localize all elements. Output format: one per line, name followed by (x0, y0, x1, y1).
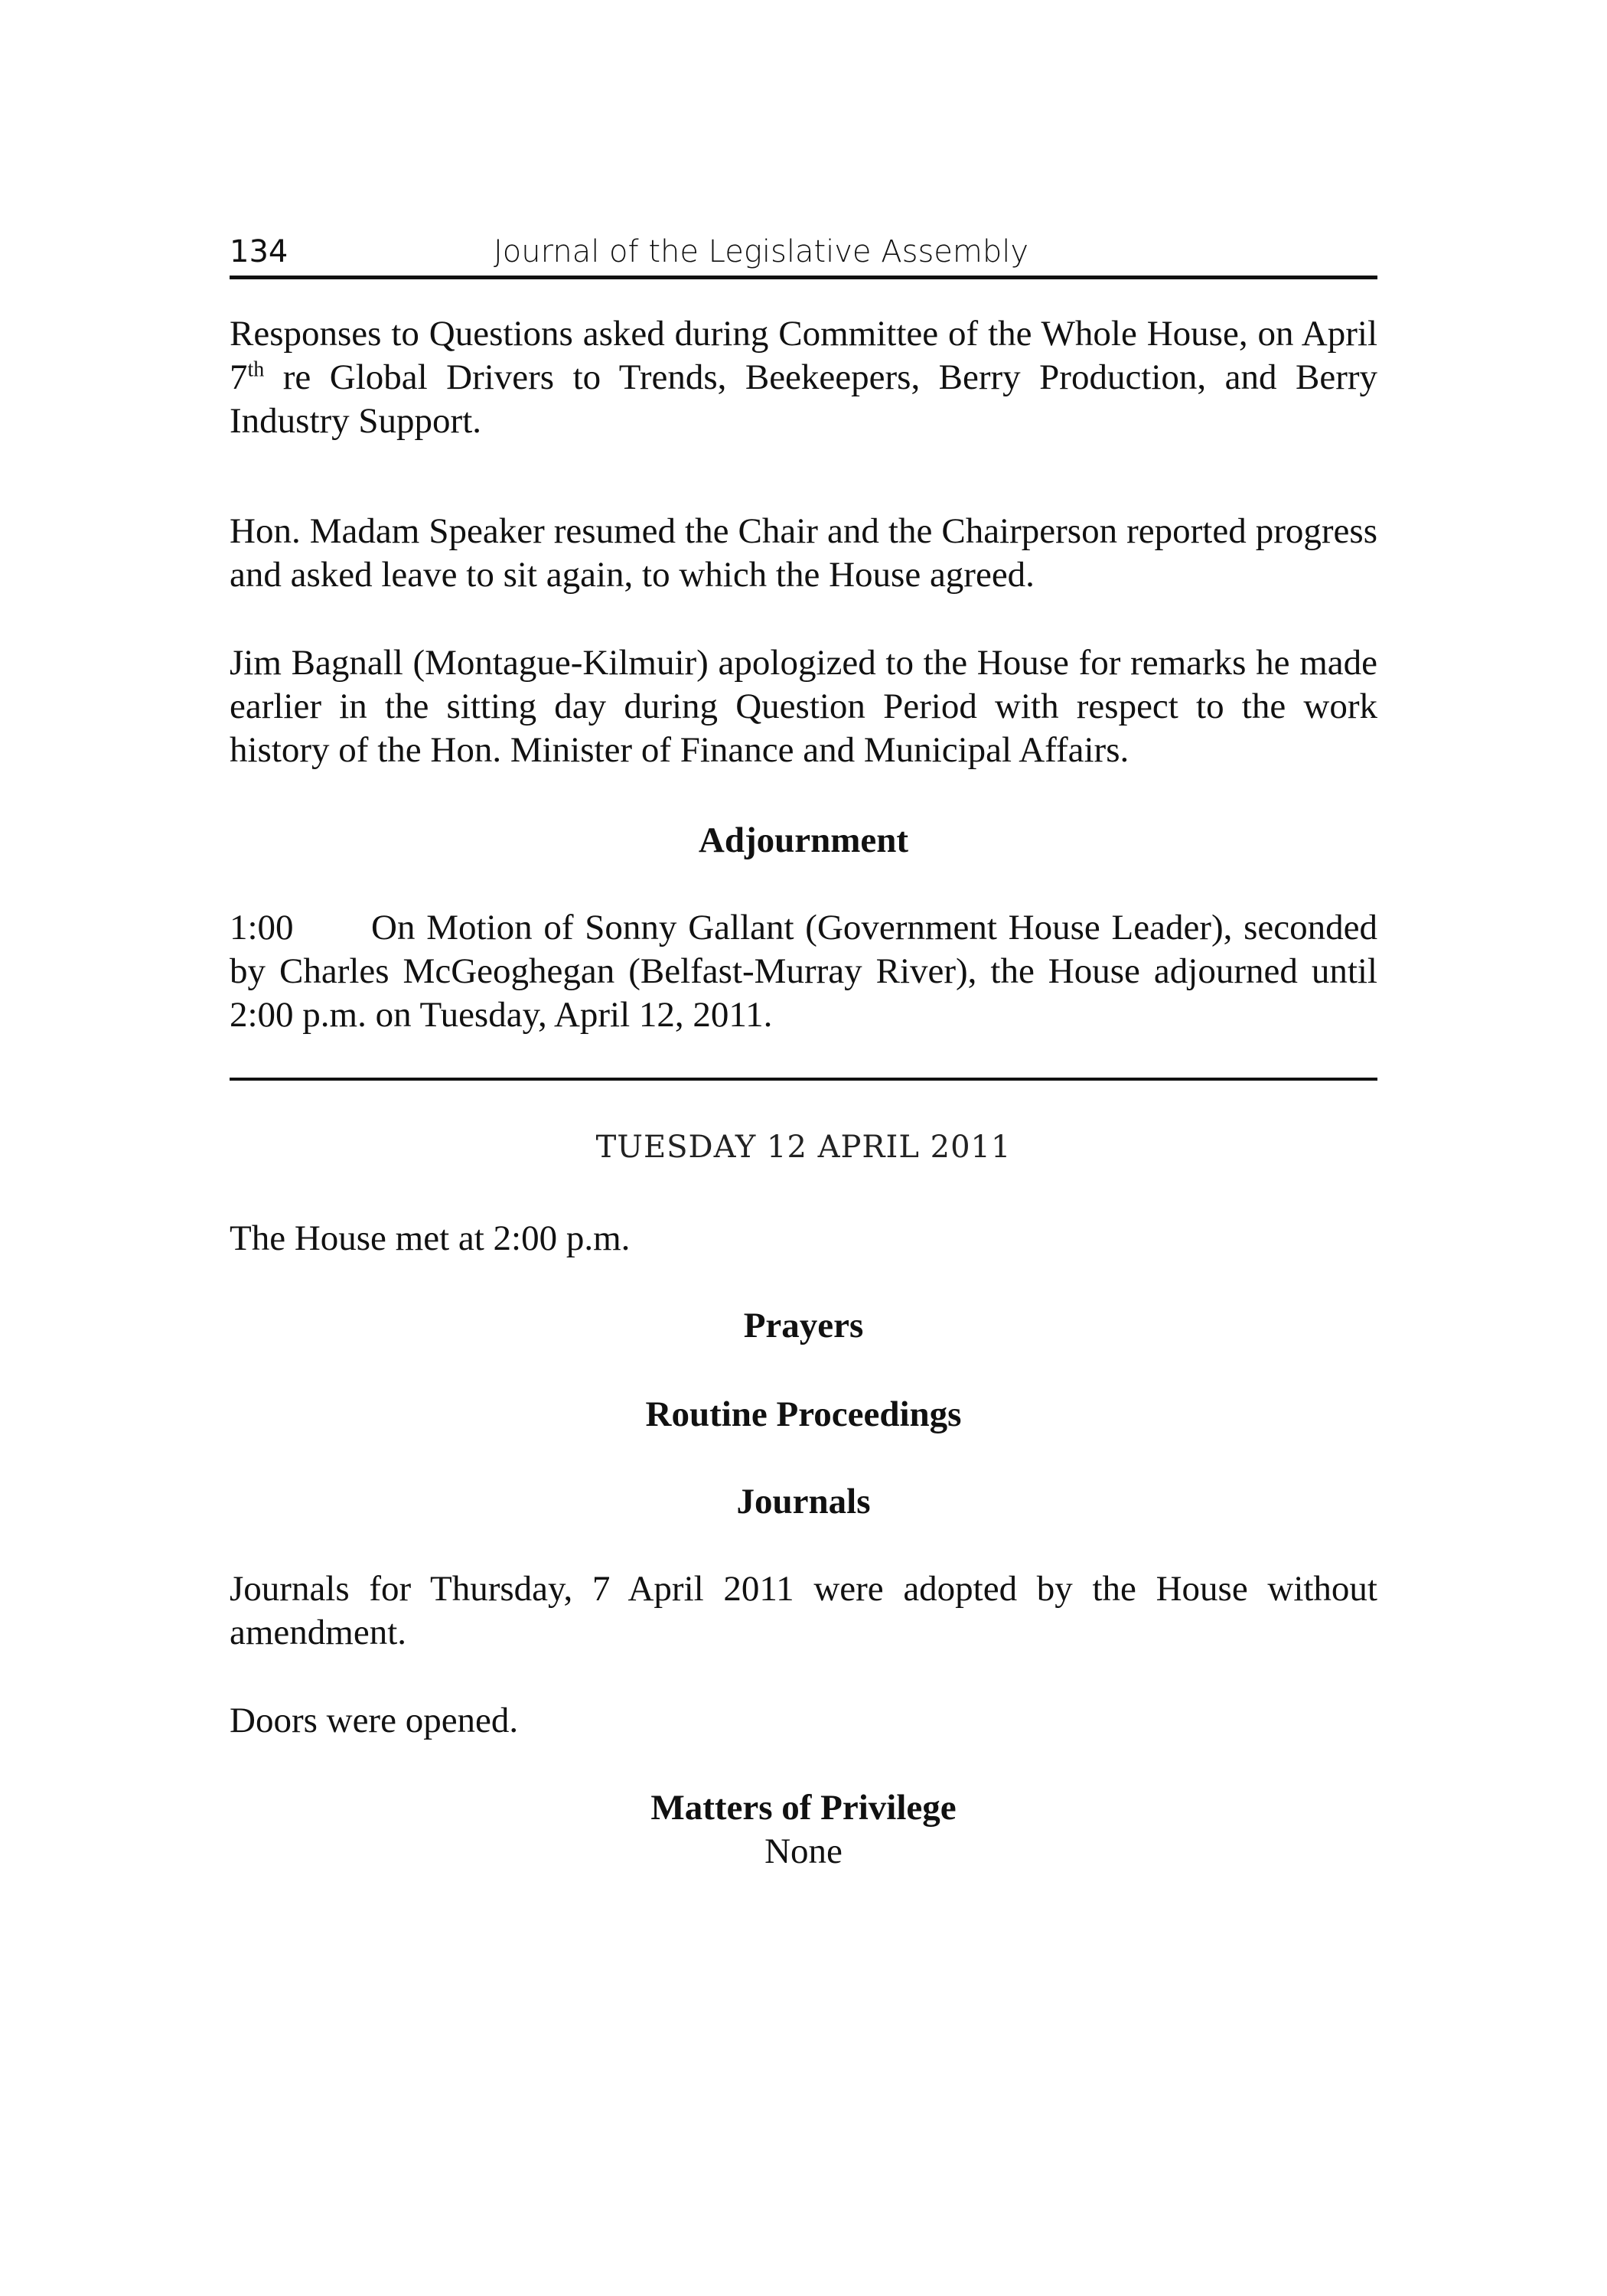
heading-routine-proceedings: Routine Proceedings (645, 1394, 962, 1434)
paragraph-responses (230, 312, 1377, 443)
paragraph-adjournment (230, 906, 1377, 1037)
running-title: Journal of the Legislative Assembly (494, 234, 1029, 269)
page-header (230, 227, 1377, 279)
section-divider (230, 1078, 1377, 1081)
paragraph-responses-text: Responses to Questions asked during Committee of the Whole House, on April 7 (230, 314, 1377, 397)
paragraph-doors: Doors were opened. (230, 1701, 519, 1740)
paragraph-apology: Jim Bagnall (Montague-Kilmuir) apologized to the House for remarks he made earlier in the sitting day during Question Period with respect to the work history of the Hon. Minister of Finance and Municipal Affairs. (230, 643, 1377, 770)
paragraph-speaker: Hon. Madam Speaker resumed the Chair and the Chairperson reported progress and asked leave to sit again, to which the House agreed. (230, 511, 1377, 595)
paragraph-journals: Journals for Thursday, 7 April 2011 were adopted by the House without amendment. (230, 1569, 1377, 1652)
paragraph-house-met: The House met at 2:00 p.m. (230, 1218, 631, 1258)
heading-prayers: Prayers (743, 1306, 864, 1345)
ordinal-suffix: th (247, 357, 265, 382)
privilege-none: None (764, 1831, 843, 1871)
heading-journals: Journals (736, 1482, 871, 1521)
heading-adjournment: Adjournment (698, 820, 909, 860)
paragraph-responses-text-continued: re Global Drivers to Trends, Beekeepers, Berry Production, and Berry Industry Support. (230, 357, 1377, 441)
page-number: 134 (230, 234, 288, 269)
date-heading: TUESDAY 12 APRIL 2011 (595, 1130, 1012, 1165)
adjournment-text: On Motion of Sonny Gallant (Government House Leader), seconded by Charles McGeoghegan (Belfast-Murray River), the House adjourned until 2:00 p.m. on Tuesday, April 12, 2011. (230, 908, 1377, 1035)
adjournment-time: 1:00 (230, 908, 294, 947)
heading-matters-of-privilege: Matters of Privilege (650, 1788, 957, 1828)
